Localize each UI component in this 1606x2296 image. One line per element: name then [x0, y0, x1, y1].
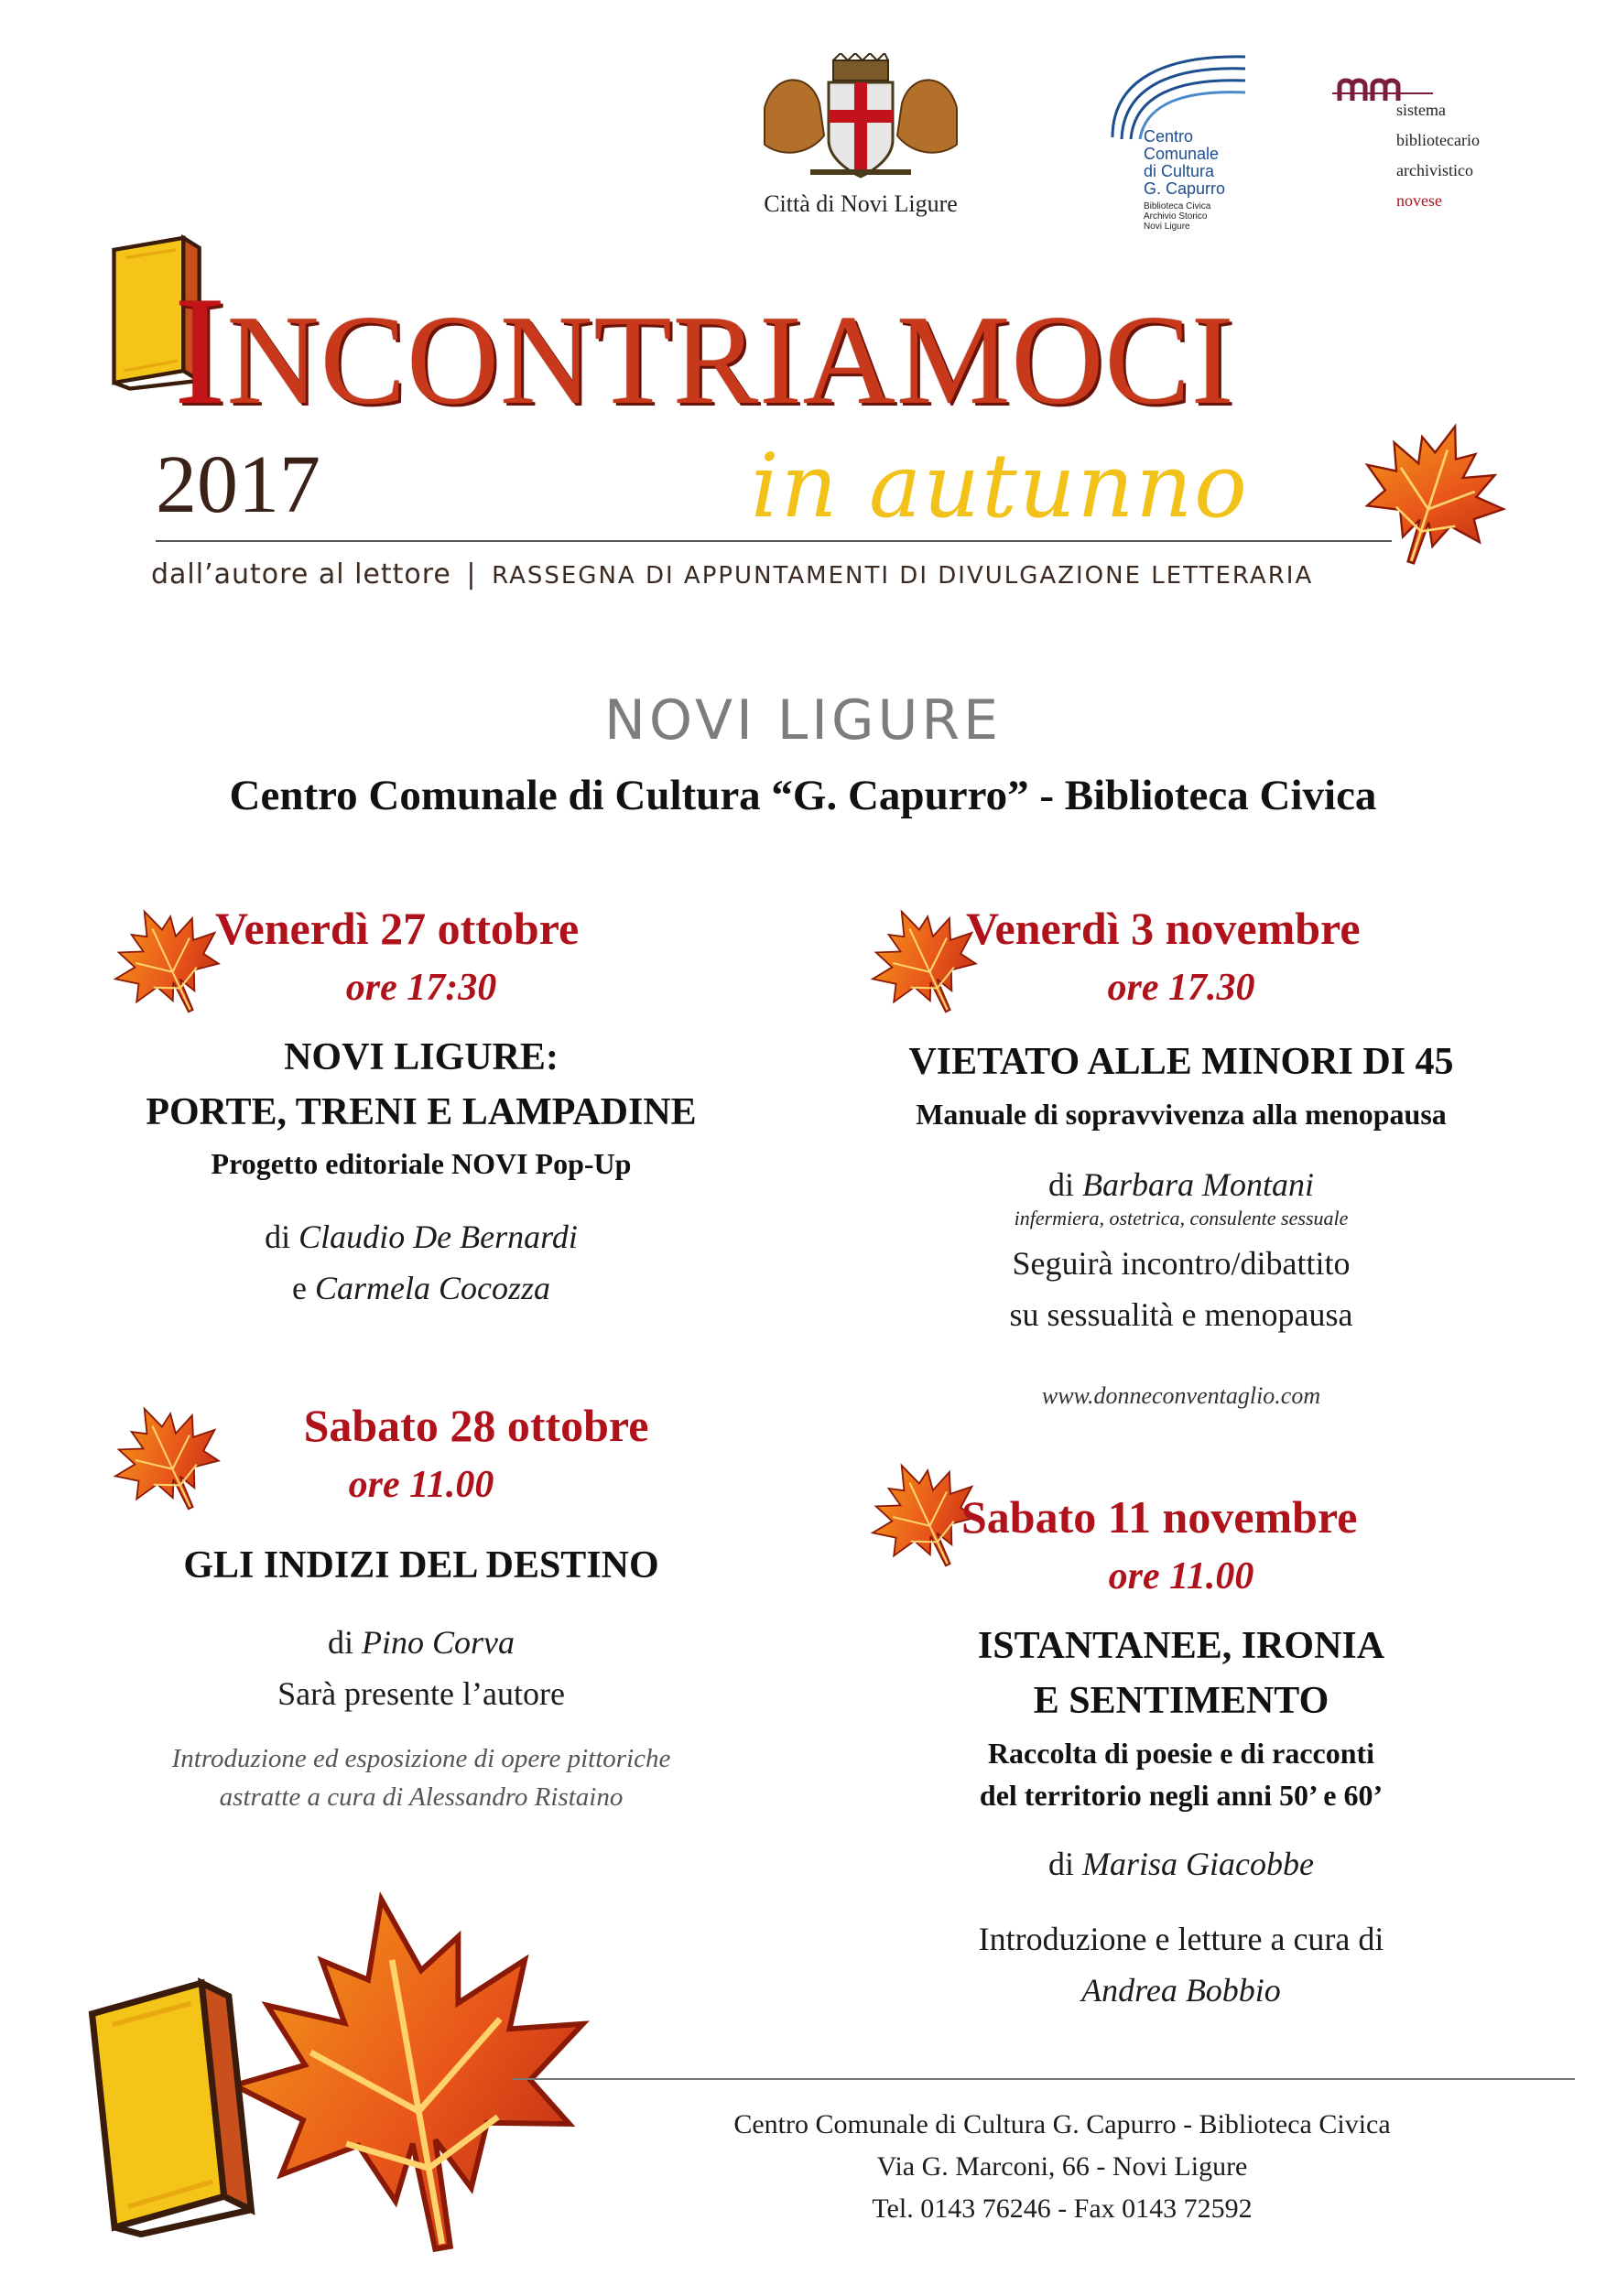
- author-name: Marisa Giacobbe: [1082, 1846, 1314, 1882]
- event-author: [92, 1617, 751, 1719]
- event-title-line: NOVI LIGURE:: [284, 1036, 559, 1078]
- event-follow: [815, 1238, 1547, 1340]
- tagline-right: RASSEGNA DI APPUNTAMENTI DI DIVULGAZIONE LETTERARIA: [492, 562, 1314, 590]
- event-time: ore 11.00: [1108, 1555, 1254, 1597]
- event-title: VIETATO ALLE MINORI DI 45: [908, 1041, 1454, 1083]
- event-author: [815, 1163, 1547, 1207]
- city-name: NOVI LIGURE: [604, 688, 1002, 753]
- event-time: ore 11.00: [348, 1464, 494, 1506]
- centro-logo-line: di Cultura: [1144, 162, 1215, 180]
- event-author: [815, 1838, 1547, 1890]
- footer-line: Via G. Marconi, 66 - Novi Ligure: [876, 2151, 1248, 2182]
- city-logo: [728, 53, 993, 236]
- event-subtitle: Progetto editoriale NOVI Pop-Up: [211, 1147, 632, 1180]
- by-prefix: di: [265, 1218, 291, 1255]
- sistema-logo: [1332, 73, 1515, 238]
- event-time: ore 17:30: [345, 967, 497, 1009]
- event-date: Sabato 11 novembre: [961, 1491, 1358, 1543]
- centro-logo-line: Comunale: [1144, 145, 1220, 163]
- event-website[interactable]: www.donneconventaglio.com: [1041, 1382, 1321, 1409]
- centro-logo-line: Centro: [1144, 127, 1194, 146]
- event-subtitle-line: Raccolta di poesie e di racconti: [987, 1737, 1375, 1770]
- coauthor-prefix: e: [292, 1270, 307, 1306]
- event-intro: [815, 1913, 1547, 2016]
- event-note: Sarà presente l’autore: [277, 1675, 565, 1712]
- event-author: [92, 1211, 751, 1314]
- event-subtitle: Manuale di sopravvivenza alla menopausa: [916, 1098, 1447, 1131]
- by-prefix: di: [1048, 1846, 1075, 1882]
- by-prefix: di: [327, 1624, 353, 1661]
- event-time: ore 17.30: [1107, 967, 1255, 1009]
- main-title: [174, 265, 1235, 437]
- footer-line: Tel. 0143 76246 - Fax 0143 72592: [872, 2193, 1253, 2224]
- event-follow-line: su sessualità e menopausa: [1009, 1296, 1353, 1333]
- maple-leaf-icon: [1335, 396, 1531, 592]
- event-date: Sabato 28 ottobre: [303, 1400, 649, 1451]
- tagline: [151, 558, 1313, 590]
- author-name: Barbara Montani: [1082, 1166, 1315, 1203]
- event-intro-author: Andrea Bobbio: [1081, 1972, 1281, 2009]
- centro-logo-small: Archivio Storico: [1144, 211, 1208, 222]
- event-intro-line: astratte a cura di Alessandro Ristaino: [219, 1782, 624, 1812]
- centro-logo-small: Novi Ligure: [1144, 222, 1190, 232]
- event-intro-line: Introduzione ed esposizione di opere pittoriche: [171, 1744, 671, 1773]
- venue-name: Centro Comunale di Cultura “G. Capurro” - Biblioteca Civica: [229, 772, 1377, 819]
- book-icon: [60, 1959, 279, 2252]
- centro-logo-text: [1144, 128, 1225, 232]
- event-intro-text: Introduzione e letture a cura di: [978, 1921, 1384, 1957]
- author-role: infermiera, ostetrica, consulente sessuale: [1014, 1207, 1349, 1229]
- sistema-logo-line: novese: [1396, 191, 1442, 210]
- year: 2017: [156, 439, 320, 530]
- event-follow-line: Seguirà incontro/dibattito: [1012, 1245, 1351, 1282]
- city-logo-label: Città di Novi Ligure: [764, 190, 958, 217]
- event-subtitle-line: del territorio negli anni 50’ e 60’: [979, 1779, 1384, 1812]
- author-name: Pino Corva: [362, 1624, 515, 1661]
- event-subtitle: [815, 1732, 1547, 1816]
- main-title-initial: I: [174, 265, 227, 437]
- event-title-line: E SENTIMENTO: [1033, 1680, 1329, 1722]
- footer-rule: [513, 2078, 1575, 2080]
- centro-logo-line: G. Capurro: [1144, 179, 1226, 198]
- centro-logo-small: Biblioteca Civica: [1144, 201, 1211, 211]
- subtitle-in-autunno: in autunno: [751, 435, 1249, 537]
- sistema-logo-line: bibliotecario: [1396, 131, 1480, 149]
- event-title-line: PORTE, TRENI E LAMPADINE: [146, 1091, 697, 1133]
- footer-line: Centro Comunale di Cultura G. Capurro - Biblioteca Civica: [733, 2109, 1391, 2139]
- coat-of-arms-icon: [755, 53, 966, 190]
- event-date: Venerdì 27 ottobre: [215, 903, 580, 954]
- title-rule: [156, 540, 1392, 542]
- footer-contacts: [604, 2104, 1520, 2230]
- centro-capurro-logo: [1085, 37, 1277, 247]
- main-title-rest: NCONTRIAMOCI: [226, 289, 1235, 431]
- event-title: [92, 1030, 751, 1140]
- sistema-logo-line: archivistico: [1396, 161, 1473, 179]
- by-prefix: di: [1047, 1166, 1074, 1203]
- event-title-line: ISTANTANEE, IRONIA: [977, 1625, 1385, 1667]
- event-date: Venerdì 3 novembre: [966, 903, 1361, 954]
- event-intro: [92, 1739, 751, 1816]
- tagline-separator: |: [466, 558, 477, 590]
- event-title: GLI INDIZI DEL DESTINO: [183, 1544, 659, 1587]
- sistema-logo-line: sistema: [1396, 101, 1446, 119]
- event-title: [815, 1619, 1547, 1728]
- coauthor-name: Carmela Cocozza: [314, 1270, 550, 1306]
- author-name: Claudio De Bernardi: [298, 1218, 578, 1255]
- tagline-left: dall’autore al lettore: [151, 558, 451, 590]
